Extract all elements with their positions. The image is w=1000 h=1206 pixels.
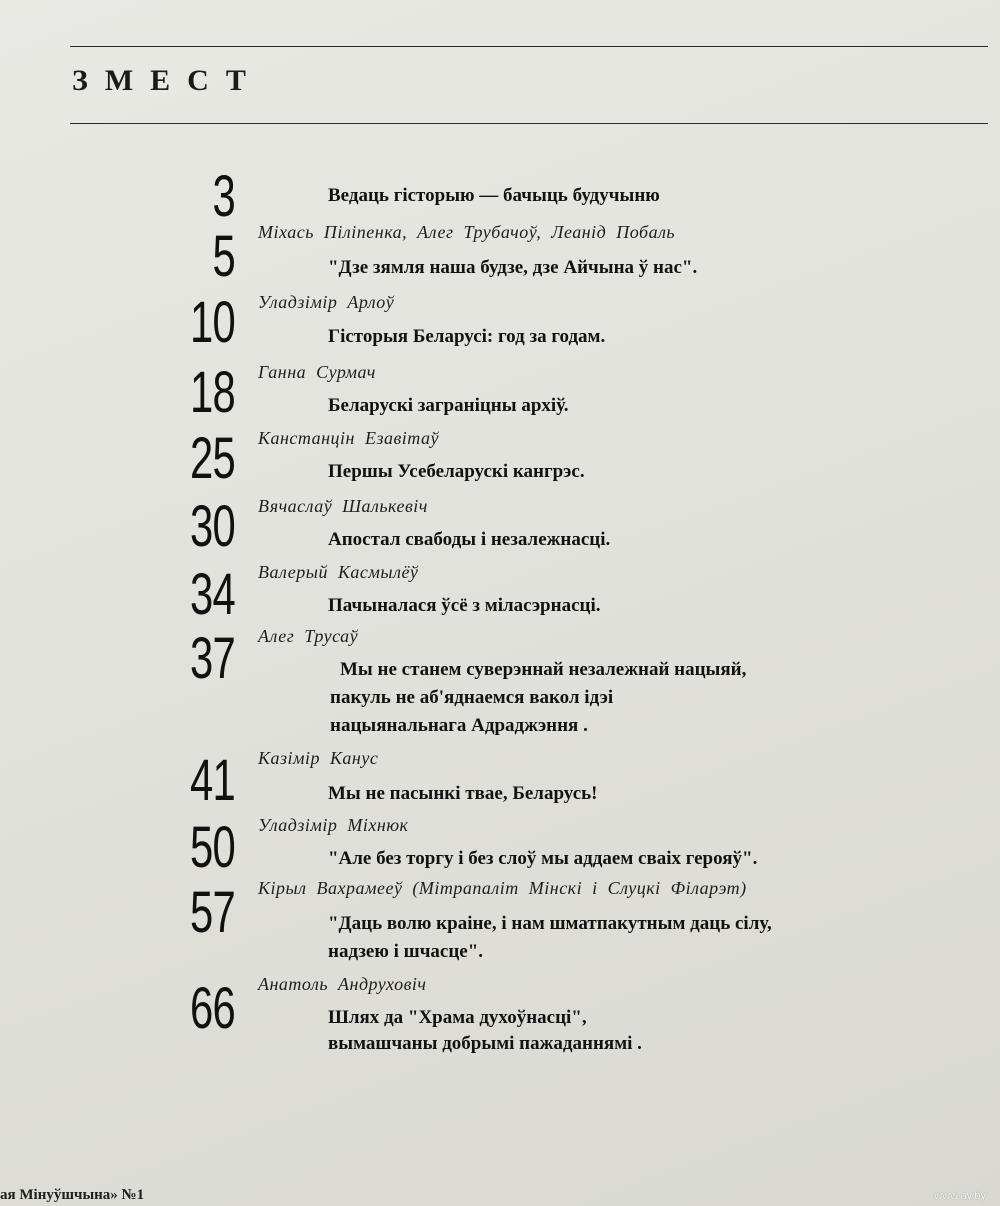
- article-title-line: Ведаць гісторыю — бачыць будучыню: [328, 185, 660, 206]
- article-title-line: Пачыналася ўсё з міласэрнасці.: [328, 595, 601, 616]
- page-number: 25: [189, 426, 235, 491]
- author-name: Анатоль Андруховіч: [258, 974, 427, 994]
- article-title-line: Мы не пасынкі твае, Беларусь!: [328, 783, 598, 804]
- author-name: Казімір Канус: [258, 748, 379, 768]
- article-title-line: надзею і шчасце".: [328, 941, 484, 962]
- page-number: 5: [212, 224, 235, 289]
- page-number: 50: [189, 815, 235, 880]
- page-number: 34: [189, 562, 235, 627]
- article-title-line: Апостал свабоды і незалежнасці.: [328, 529, 611, 550]
- article-title-line: нацыянальнага Адраджэння .: [330, 715, 588, 736]
- author-name: Ганна Сурмач: [258, 362, 376, 382]
- watermark: www.ay.by: [934, 1190, 986, 1202]
- page-number: 37: [189, 626, 235, 691]
- magazine-footer: ая Мінуўшчына» №1: [0, 1187, 145, 1203]
- page-number: 57: [189, 880, 235, 945]
- article-title-line: "Але без торгу і без слоў мы аддаем сваіх герояў".: [328, 848, 758, 869]
- article-title-line: "Дзе зямля наша будзе, дзе Айчына ў нас".: [328, 257, 698, 278]
- author-name: Уладзімір Міхнюк: [258, 815, 409, 835]
- page-number: 10: [189, 290, 235, 355]
- page-number: 3: [212, 164, 235, 229]
- author-name: Уладзімір Арлоў: [258, 292, 395, 312]
- article-title-line: Шлях да "Храма духоўнасці",: [328, 1007, 587, 1028]
- article-title-line: Беларускі заграніцны архіў.: [328, 395, 569, 416]
- article-title-line: пакуль не аб'яднаемся вакол ідэі: [330, 687, 614, 708]
- author-name: Алег Трусаў: [258, 626, 359, 646]
- page-number: 30: [189, 494, 235, 559]
- page-number: 41: [189, 748, 235, 813]
- article-title-line: Гісторыя Беларусі: год за годам.: [328, 326, 606, 347]
- author-name: Валерый Касмылёў: [258, 562, 419, 582]
- article-title-line: Мы не станем суверэннай незалежнай нацыяй,: [340, 659, 747, 680]
- article-title-line: вымашчаны добрымі пажаданнямі .: [328, 1033, 642, 1054]
- article-title-line: Першы Усебеларускі кангрэс.: [328, 461, 585, 482]
- article-title-line: "Даць волю краіне, і нам шматпакутным даць сілу,: [328, 913, 772, 934]
- author-name: Міхась Піліпенка, Алег Трубачоў, Леанід Побаль: [258, 222, 676, 242]
- page-number: 18: [189, 360, 235, 425]
- contents-heading: ЗМЕСТ: [72, 64, 263, 97]
- author-name: Кірыл Вахрамееў (Мітрапаліт Мінскі і Слуцкі Філарэт): [258, 878, 747, 898]
- author-name: Канстанцін Езавітаў: [258, 428, 439, 448]
- author-name: Вячаслаў Шалькевіч: [258, 496, 428, 516]
- page-number: 66: [189, 976, 235, 1041]
